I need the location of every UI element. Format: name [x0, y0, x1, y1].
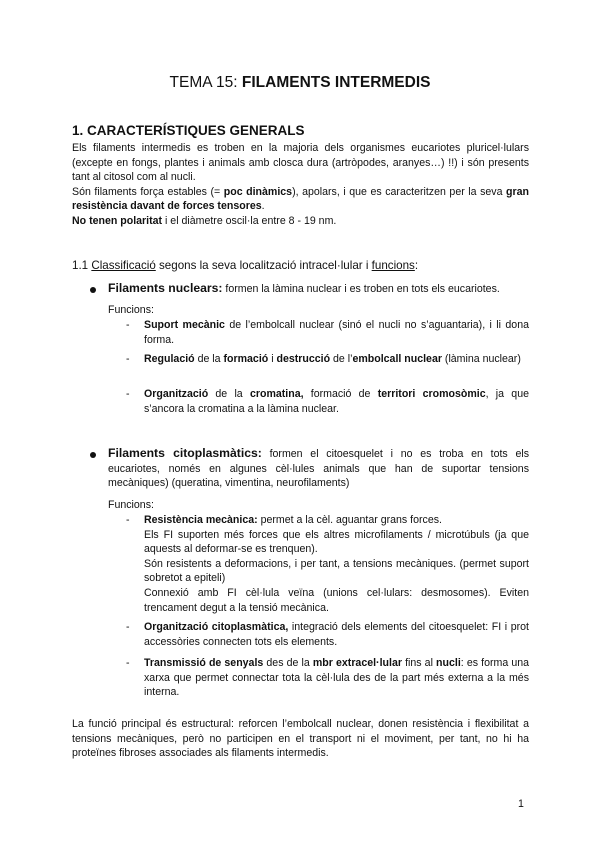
text-span: formen la làmina nuclear i es troben en tots els eucariotes. [222, 283, 500, 295]
bold-span: destrucció [276, 353, 331, 365]
text-span: : es forma una xarxa que permet connectar tota la cèl·lula des de la part més externa a la més interna. [144, 657, 530, 699]
dash-marker: - [126, 514, 130, 526]
dash-marker: - [126, 657, 130, 669]
bold-span: poc dinàmics [223, 185, 293, 198]
bold-span: No tenen polaritat [72, 214, 163, 227]
function-item [144, 513, 529, 615]
text-span: formació de [303, 388, 378, 400]
text-span: i [268, 353, 277, 365]
function-item [144, 656, 529, 700]
underlined-span: Classificació [91, 259, 156, 272]
text-span: , ja que s’ancora la cromatina a la làmina nuclear. [144, 388, 529, 415]
function-item [144, 620, 529, 649]
intro-text [72, 141, 529, 229]
bullet-title: Filaments nuclears: [108, 281, 223, 295]
bold-span: Organització citoplasmàtica, [144, 621, 289, 633]
text-span: permet a la cèl. aguantar grans forces. [257, 514, 442, 526]
bold-span: territori cromosòmic [377, 388, 486, 400]
functions-label: Funcions: [108, 304, 154, 316]
function-line [144, 513, 529, 528]
text-span: 1.1 [72, 259, 92, 272]
section-heading: 1. CARACTERÍSTIQUES GENERALS [72, 123, 305, 138]
text-span: Són filaments força estables (= [72, 185, 224, 198]
text-span: fins al [401, 657, 437, 669]
bullet-icon [90, 287, 96, 293]
bullet-title: Filaments citoplasmàtics: [108, 446, 262, 460]
function-item [144, 318, 529, 347]
bold-span: mbr extracel·lular [312, 657, 402, 669]
bold-span: Resistència mecànica: [144, 514, 258, 526]
text-span: . [261, 200, 265, 213]
bold-span: formació [223, 353, 269, 365]
intro-paragraph-3 [72, 214, 529, 229]
function-detail: Connexió amb FI cèl·lula veïna (unions cel·lulars: desmosomes). Eviten trencament degut a la tensió mecànica. [144, 586, 529, 614]
bold-span: gran resistència davant de forces tensores [72, 185, 530, 213]
text-span: : [414, 259, 419, 272]
text-span: de l’ [330, 353, 353, 365]
dash-marker: - [126, 388, 130, 400]
intro-paragraph-1: Els filaments intermedis es troben en la majoria dels organismes eucariotes pluricel·lulars (excepte en fongs, plantes i animals amb closca dura (artròpodes, aranyes…) !!) i són presents tant al citosol com al nucli. [72, 142, 529, 184]
underlined-span: funcions [371, 259, 415, 272]
title-prefix: TEMA 15: [169, 74, 242, 91]
conclusion-paragraph: La funció principal és estructural: reforcen l’embolcall nuclear, donen resistència i flexibilitat a tensions mecàniques, però no participen en el transport ni el moviment, per tant, no hi ha proteïnes fibroses associades als filaments intermedis. [72, 718, 529, 760]
bold-span: Regulació [144, 353, 195, 365]
text-span: integració dels elements del citoesquelet: FI i prot accessòries connecten tots els elements. [144, 621, 529, 648]
functions-label: Funcions: [108, 499, 154, 511]
dash-marker: - [126, 319, 130, 331]
bullet-icon [90, 452, 96, 458]
bold-span: embolcall nuclear [352, 353, 442, 365]
text-span: de l’embolcall nuclear (sinó el nucli no s’aguantaria), i li dona forma. [144, 319, 529, 346]
text-span: i el diàmetre oscil·la entre 8 - 19 nm. [162, 214, 337, 227]
cytoplasmic-filaments-item [108, 446, 529, 491]
page-title [0, 73, 600, 93]
text-span: de la [194, 353, 224, 365]
text-span: formen el citoesquelet i no es troba en tots els eucariotes, només en algunes cèl·lules animals que han de suportar tensions mecàniques) (queratina, vimentina, neurofilaments) [108, 448, 529, 490]
text-span: ), apolars, i que es caracteritzen per la seva [292, 185, 507, 198]
bold-span: Organització [144, 388, 209, 400]
bold-span: cromatina, [249, 388, 304, 400]
intro-paragraph-2 [72, 185, 529, 214]
bold-span: nucli [436, 657, 461, 669]
function-detail: Els FI suporten més forces que els altres microfilaments / microtúbuls (ja que aquests al deformar-se es trenquen). [144, 528, 529, 556]
title-bold: FILAMENTS INTERMEDIS [241, 74, 431, 91]
page-number: 1 [518, 798, 524, 810]
dash-marker: - [126, 621, 130, 633]
function-item [144, 387, 529, 416]
function-detail: Són resistents a deformacions, i per tant, a tensions mecàniques. (permet suport sobretot a epiteli) [144, 557, 529, 585]
bold-span: Suport mecànic [144, 319, 225, 331]
dash-marker: - [126, 353, 130, 365]
function-item [144, 352, 529, 367]
text-span: des de la [263, 657, 313, 669]
subsection-heading [72, 258, 418, 273]
text-span: segons la seva localització intracel·lular i [155, 259, 372, 272]
nuclear-filaments-item [108, 281, 529, 297]
text-span: (làmina nuclear) [441, 353, 521, 365]
text-span: de la [208, 388, 250, 400]
bold-span: Transmissió de senyals [144, 657, 264, 669]
